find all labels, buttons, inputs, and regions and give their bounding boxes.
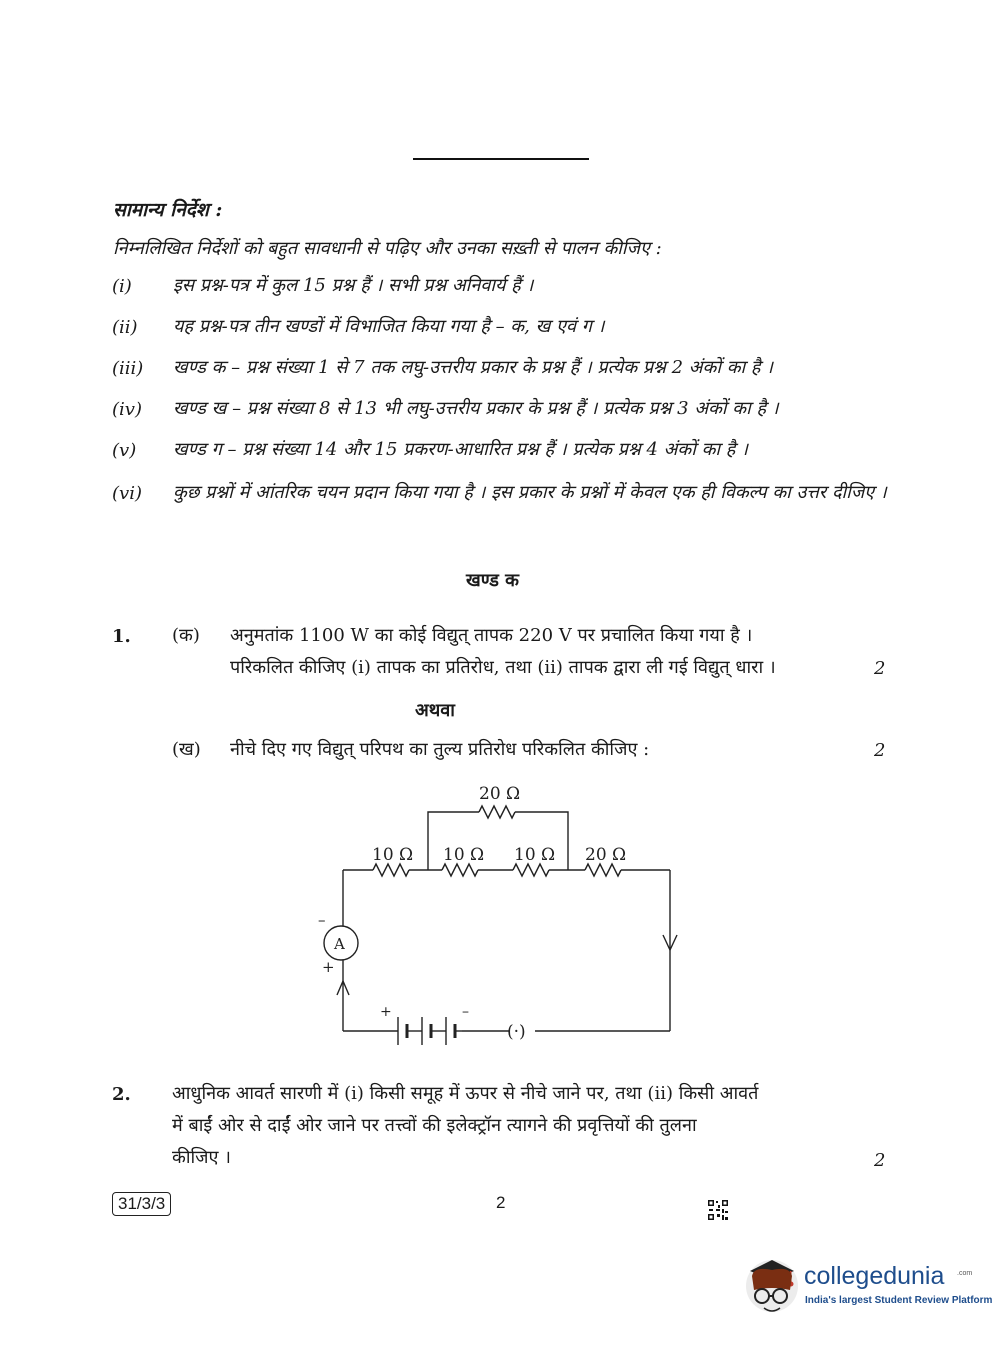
resistor-label: 20 Ω (479, 784, 521, 804)
question-text: आधुनिक आवर्त सारणी में (i) किसी समूह में ऊपर से नीचे जाने पर, तथा (ii) किसी आवर्त (172, 1083, 759, 1104)
question-text: में बाईं ओर से दाईं ओर जाने पर तत्त्वों की इलेक्ट्रॉन त्यागने की प्रवृत्तियों की तुलना (172, 1115, 697, 1136)
marks: 2 (874, 740, 886, 761)
question-text: परिकलित कीजिए (i) तापक का प्रतिरोध, तथा (ii) तापक द्वारा ली गई विद्युत् धारा । (230, 657, 776, 678)
instruction-number: (vi) (112, 483, 142, 504)
battery-minus: – (462, 1004, 469, 1020)
resistor-label: 10 Ω (443, 845, 485, 865)
battery-plus: + (380, 1004, 392, 1020)
logo-tagline: India's largest Student Review Platform (805, 1295, 993, 1306)
resistor-zigzag (513, 864, 549, 876)
key-label: (·) (507, 1022, 526, 1042)
instruction-number: (iv) (112, 399, 142, 420)
paper-code: 31/3/3 (112, 1192, 171, 1216)
instruction-text: यह प्रश्न-पत्र तीन खण्डों में विभाजित किया गया है – क, ख एवं ग । (173, 316, 605, 337)
battery (398, 1017, 462, 1045)
question-text: कीजिए । (172, 1147, 232, 1168)
part-label: (ख) (172, 739, 201, 760)
instruction-number: (iii) (112, 358, 144, 379)
marks: 2 (874, 1150, 886, 1171)
instruction-text: खण्ड ख – प्रश्न संख्या 8 से 13 भी लघु-उत्तरीय प्रकार के प्रश्न हैं । प्रत्येक प्रश्न 3 अंकों का है । (173, 398, 779, 419)
resistor-label: 10 Ω (372, 845, 414, 865)
page-number: 2 (496, 1193, 506, 1212)
resistor-label: 20 Ω (585, 845, 627, 865)
instruction-text: इस प्रश्न-पत्र में कुल 15 प्रश्न हैं । सभी प्रश्न अनिवार्य हैं । (173, 275, 534, 296)
resistor-zigzag (442, 864, 478, 876)
resistor-zigzag (585, 864, 621, 876)
logo-dotcom: .com (957, 1270, 973, 1277)
qr-code-icon (707, 1199, 729, 1221)
instruction-number: (i) (112, 276, 132, 297)
instruction-number: (ii) (112, 317, 138, 338)
question-number: 2. (112, 1084, 131, 1105)
instructions-intro: निम्नलिखित निर्देशों को बहुत सावधानी से पढ़िए और उनका सख़्ती से पालन कीजिए : (113, 238, 662, 259)
instructions-heading: सामान्य निर्देश : (113, 199, 223, 221)
question-number: 1. (112, 626, 131, 647)
instruction-text: कुछ प्रश्नों में आंतरिक चयन प्रदान किया गया है । इस प्रकार के प्रश्नों में केवल एक ही विकल्प का उत्तर दीजिए । (173, 482, 887, 503)
instruction-text: खण्ड ग – प्रश्न संख्या 14 और 15 प्रकरण-आधारित प्रश्न हैं । प्रत्येक प्रश्न 4 अंकों का है । (173, 439, 748, 460)
part-label: (क) (172, 625, 200, 646)
question-text: नीचे दिए गए विद्युत् परिपथ का तुल्य प्रतिरोध परिकलित कीजिए : (230, 739, 650, 760)
ammeter-label: A (334, 935, 345, 953)
section-title: खण्ड क (466, 570, 519, 591)
instruction-text: खण्ड क – प्रश्न संख्या 1 से 7 तक लघु-उत्तरीय प्रकार के प्रश्न हैं । प्रत्येक प्रश्न 2 अंकों का है । (173, 357, 774, 378)
resistor-zigzag (479, 806, 515, 818)
marks: 2 (874, 658, 886, 679)
resistor-label: 10 Ω (514, 845, 556, 865)
logo-wordmark: collegedunia (804, 1262, 945, 1290)
instruction-number: (v) (112, 440, 137, 461)
question-text: अनुमतांक 1100 W का कोई विद्युत् तापक 220 V पर प्रचालित किया गया है । (230, 625, 753, 646)
or-label: अथवा (415, 700, 455, 721)
resistor-zigzag (373, 864, 409, 876)
ammeter-plus: + (322, 958, 335, 976)
ammeter-minus: – (318, 911, 326, 929)
